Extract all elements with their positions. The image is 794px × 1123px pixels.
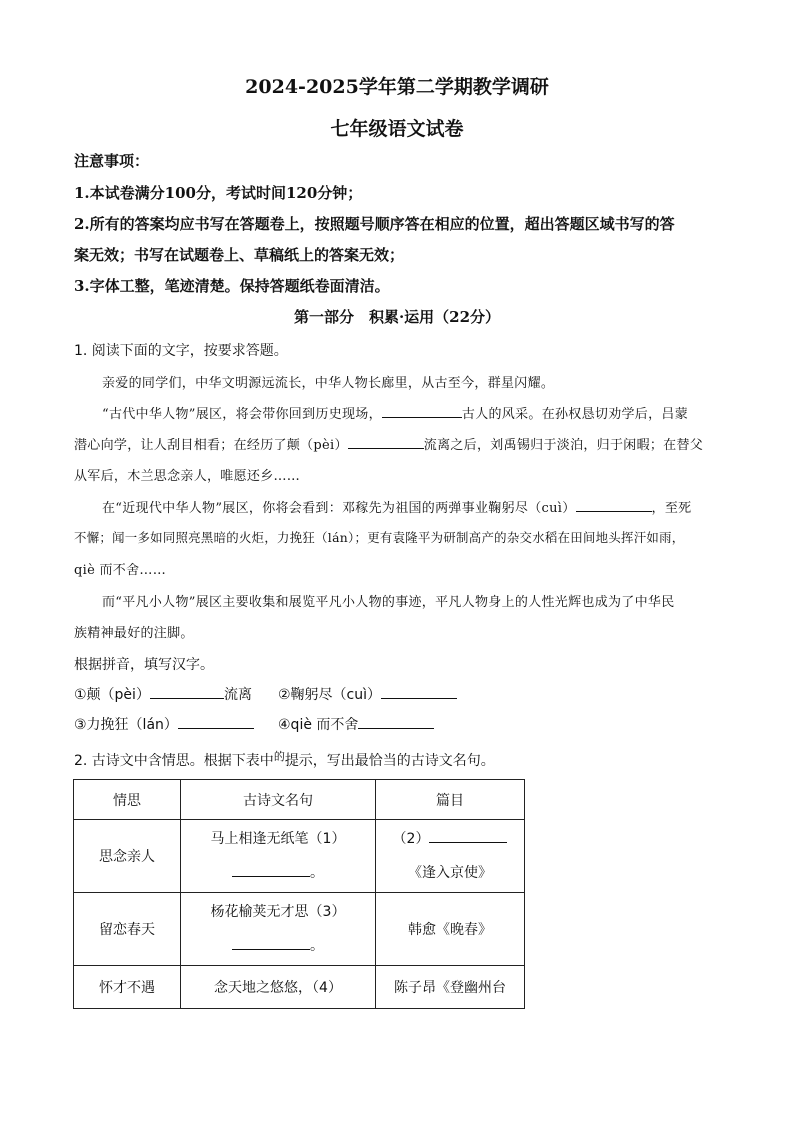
q1-item-3	[74, 714, 254, 734]
table-row	[74, 966, 525, 1009]
table-header-cell: 情思	[74, 780, 181, 820]
poem-line-cell	[181, 893, 376, 966]
text-span: 古人的风采。在孙权恳切劝学后，吕蒙	[461, 407, 689, 422]
q1-paragraph-3-line-1	[102, 497, 691, 516]
answer-blank[interactable]	[381, 684, 457, 699]
poem-line-blank	[181, 856, 375, 890]
q1-paragraph-1: 亲爱的同学们，中华文明源远流长，中华人物长廊里，从古至今，群星闪耀。	[102, 376, 555, 391]
q2-stem	[74, 750, 495, 770]
exam-subtitle: 七年级语文试卷	[330, 118, 464, 140]
q1-instruction: 根据拼音，填写汉字。	[74, 657, 214, 673]
emotion-cell: 留恋春天	[74, 893, 181, 966]
source-cell: 韩愈《晚春》	[376, 893, 525, 966]
note-2-line-2: 案无效；书写在试题卷上、草稿纸上的答案无效；	[74, 246, 405, 264]
q1-paragraph-3-line-3: qiè 而不舍……	[74, 563, 167, 578]
text-span: 流离	[223, 687, 252, 703]
note-3: 3.字体工整，笔迹清楚。保持答题纸卷面清洁。	[74, 277, 390, 295]
table-header-cell: 篇目	[376, 780, 525, 820]
text-span: 。	[310, 865, 324, 881]
emotion-cell: 怀才不遇	[74, 966, 181, 1009]
poem-line-cell	[181, 820, 376, 893]
text-span: 潜心向学，让人刮目相看；在经历了颠（pèi）	[74, 438, 348, 453]
notes-heading: 注意事项：	[74, 152, 150, 170]
text-span: ①颠（pèi）	[74, 687, 150, 703]
note-1: 1.本试卷满分100分，考试时间120分钟；	[74, 184, 363, 202]
q1-paragraph-3-line-2: 不懈；闻一多如同照亮黑暗的火炬，力挽狂（lán）；更有袁隆平为研制高产的杂交水稻在田间地头挥汗如雨，	[74, 530, 685, 545]
answer-blank[interactable]	[150, 684, 224, 699]
text-span: 在“近现代中华人物”展区，你将会看到：邓稼先为祖国的两弹事业鞠躬尽（cuì）	[102, 501, 576, 516]
q1-stem: 1. 阅读下面的文字，按要求答题。	[74, 343, 288, 359]
table-header-cell: 古诗文名句	[181, 780, 376, 820]
poem-table	[73, 779, 525, 1009]
text-span: 2. 古诗文中含情思。根据下表中	[74, 753, 274, 769]
section-title: 第一部分 积累·运用（22分）	[293, 308, 501, 326]
answer-blank[interactable]	[178, 714, 254, 729]
text-span: 。	[310, 938, 324, 954]
source-line	[376, 822, 524, 856]
emotion-cell: 思念亲人	[74, 820, 181, 893]
answer-blank[interactable]	[429, 828, 507, 843]
text-span: ④qiè 而不舍	[278, 717, 359, 733]
poem-line-blank	[181, 929, 375, 963]
poem-line-cell: 念天地之悠悠，（4）	[181, 966, 376, 1009]
answer-blank[interactable]	[358, 714, 434, 729]
table-row	[74, 820, 525, 893]
answer-blank[interactable]	[232, 935, 310, 950]
text-span: （2）	[392, 831, 430, 847]
poem-line: 杨花榆荚无才思（3）	[210, 904, 346, 920]
q1-item-4	[278, 714, 434, 734]
q1-paragraph-2-line-2	[74, 434, 703, 453]
exam-title: 2024-2025学年第二学期教学调研	[245, 76, 549, 98]
q1-paragraph-2-line-1	[102, 403, 688, 422]
text-span: 的	[273, 750, 285, 763]
text-span: 流离之后，刘禹锡归于淡泊，归于闲暇；在替父	[423, 438, 704, 453]
q1-paragraph-4-line-2: 族精神最好的注脚。	[74, 626, 194, 641]
source-line: 《逢入京使》	[408, 865, 492, 881]
answer-blank[interactable]	[232, 862, 310, 877]
q1-item-1	[74, 684, 252, 704]
answer-blank[interactable]	[382, 403, 462, 418]
q1-paragraph-2-line-3: 从军后，木兰思念亲人，唯愿还乡……	[74, 469, 301, 484]
note-2-line-1: 2.所有的答案均应书写在答题卷上，按照题号顺序答在相应的位置，超出答题区域书写的答	[74, 215, 675, 233]
source-cell: 陈子昂《登幽州台	[376, 966, 525, 1009]
q1-item-2	[278, 684, 457, 704]
text-span: ③力挽狂（lán）	[74, 717, 178, 733]
table-row	[74, 893, 525, 966]
table-header-row	[74, 780, 525, 820]
source-cell	[376, 820, 525, 893]
q1-paragraph-4-line-1: 而“平凡小人物”展区主要收集和展览平凡小人物的事迹，平凡人物身上的人性光辉也成为了中华民	[102, 595, 675, 610]
poem-line: 马上相逢无纸笔（1）	[210, 831, 346, 847]
text-span: ，至死	[651, 501, 692, 516]
text-span: 提示，写出最恰当的古诗文名句。	[284, 753, 495, 769]
answer-blank[interactable]	[576, 497, 652, 512]
text-span: ②鞠躬尽（cuì）	[278, 687, 382, 703]
answer-blank[interactable]	[348, 434, 424, 449]
text-span: “古代中华人物”展区，将会带你回到历史现场，	[102, 407, 382, 422]
